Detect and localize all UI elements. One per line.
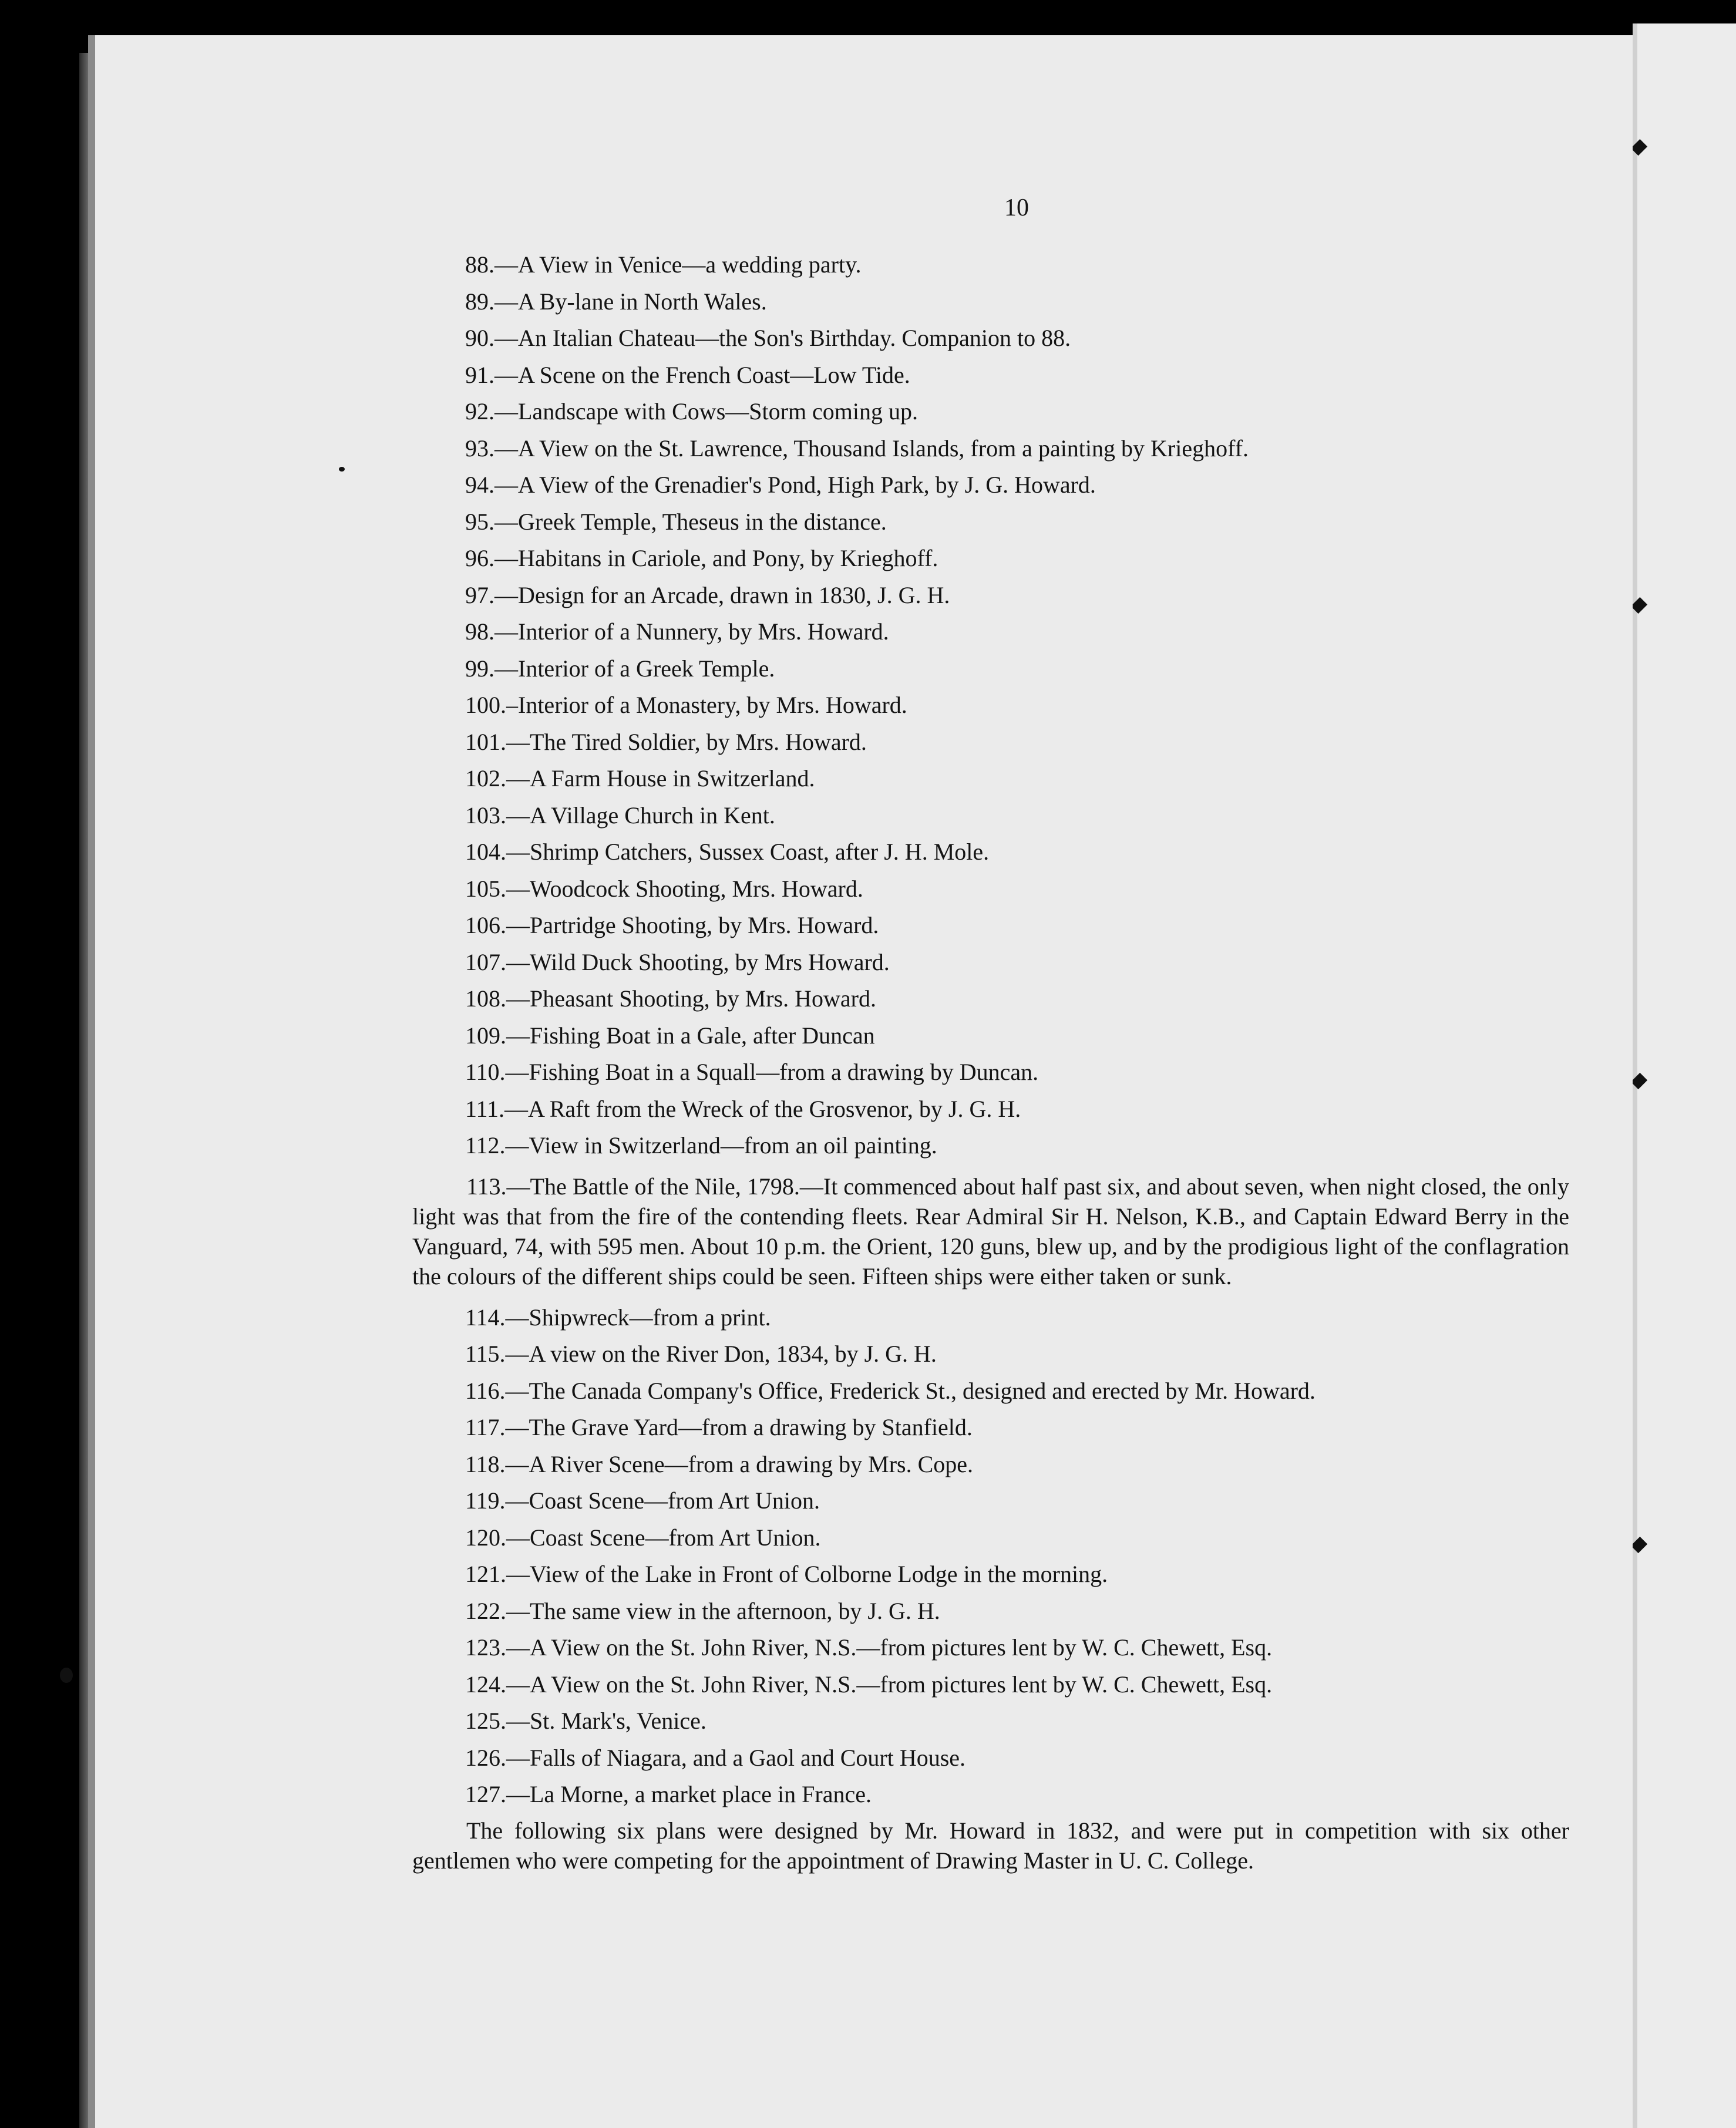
catalogue-entry: 88.—A View in Venice—a wedding party.	[465, 251, 862, 278]
page-number: 10	[1004, 194, 1029, 221]
catalogue-entry: 107.—Wild Duck Shooting, by Mrs Howard.	[465, 948, 890, 975]
catalogue-entry: 112.—View in Switzerland—from an oil painting.	[465, 1132, 937, 1159]
catalogue-entry: 103.—A Village Church in Kent.	[465, 802, 775, 829]
catalogue-entry: 99.—Interior of a Greek Temple.	[465, 655, 775, 682]
catalogue-entry: 119.—Coast Scene—from Art Union.	[465, 1487, 820, 1514]
catalogue-entry: 101.—The Tired Soldier, by Mrs. Howard.	[465, 728, 867, 755]
catalogue-entry: 114.—Shipwreck—from a print.	[465, 1304, 771, 1331]
catalogue-entry: 127.—La Morne, a market place in France.	[465, 1781, 872, 1807]
catalogue-entry: 111.—A Raft from the Wreck of the Grosvenor, by J. G. H.	[465, 1095, 1021, 1122]
catalogue-entry: 125.—St. Mark's, Venice.	[465, 1708, 706, 1734]
catalogue-entry: 104.—Shrimp Catchers, Sussex Coast, after J. H. Mole.	[465, 839, 990, 865]
catalogue-entry: 90.—An Italian Chateau—the Son's Birthday. Companion to 88.	[465, 325, 1071, 351]
catalogue-entry: 124.—A View on the St. John River, N.S.—from pictures lent by W. C. Chewett, Esq.	[465, 1671, 1273, 1698]
catalogue-entry: 121.—View of the Lake in Front of Colborne Lodge in the morning.	[465, 1561, 1108, 1587]
catalogue-entry: 97.—Design for an Arcade, drawn in 1830, J. G. H.	[465, 581, 950, 608]
catalogue-entry: 91.—A Scene on the French Coast—Low Tide.	[465, 361, 910, 388]
facing-page-strip	[1633, 23, 1736, 2128]
catalogue-entry: 123.—A View on the St. John River, N.S.—from pictures lent by W. C. Chewett, Esq.	[465, 1634, 1273, 1661]
catalogue-entry: 116.—The Canada Company's Office, Frederick St., designed and erected by Mr. Howard.	[465, 1377, 1316, 1404]
document-page	[88, 35, 1633, 2128]
catalogue-entry: 100.–Interior of a Monastery, by Mrs. Howard.	[465, 692, 907, 718]
catalogue-entry: 115.—A view on the River Don, 1834, by J. G. H.	[465, 1341, 937, 1367]
catalogue-entry: 98.—Interior of a Nunnery, by Mrs. Howard.	[465, 618, 889, 645]
binding-mark	[1631, 139, 1647, 156]
catalogue-entry: 94.—A View of the Grenadier's Pond, High Park, by J. G. Howard.	[465, 472, 1096, 498]
catalogue-entry: 110.—Fishing Boat in a Squall—from a drawing by Duncan.	[465, 1059, 1039, 1085]
catalogue-entry: 96.—Habitans in Cariole, and Pony, by Krieghoff.	[465, 545, 938, 571]
catalogue-entry: 106.—Partridge Shooting, by Mrs. Howard.	[465, 912, 879, 938]
catalogue-entry: 126.—Falls of Niagara, and a Gaol and Court House.	[465, 1744, 966, 1771]
catalogue-entry: 102.—A Farm House in Switzerland.	[465, 765, 815, 792]
catalogue-entry: 120.—Coast Scene—from Art Union.	[465, 1524, 821, 1551]
catalogue-entry: 118.—A River Scene—from a drawing by Mrs. Cope.	[465, 1450, 974, 1477]
catalogue-entry: 93.—A View on the St. Lawrence, Thousand Islands, from a painting by Krieghoff.	[465, 435, 1249, 462]
catalogue-entry: 105.—Woodcock Shooting, Mrs. Howard.	[465, 875, 863, 902]
catalogue-entry: 108.—Pheasant Shooting, by Mrs. Howard.	[465, 985, 876, 1012]
catalogue-entry: 95.—Greek Temple, Theseus in the distance.	[465, 508, 887, 535]
catalogue-entry: 117.—The Grave Yard—from a drawing by Stanfield.	[465, 1414, 973, 1440]
scan-speck	[339, 467, 345, 472]
closing-paragraph: The following six plans were designed by Mr. Howard in 1832, and were put in competition with six other gentlemen who were competing for the appointment of Drawing Master in U. C. College.	[412, 1817, 1569, 1874]
catalogue-entry: 92.—Landscape with Cows—Storm coming up.	[465, 398, 919, 425]
catalogue-entry: 122.—The same view in the afternoon, by J. G. H.	[465, 1597, 940, 1624]
catalogue-list	[95, 247, 1640, 1884]
scan-speck	[60, 1668, 73, 1683]
catalogue-entry: 89.—A By-lane in North Wales.	[465, 288, 767, 315]
catalogue-entry: 109.—Fishing Boat in a Gale, after Duncan	[465, 1022, 875, 1049]
battle-of-the-nile-entry: 113.—The Battle of the Nile, 1798.—It commenced about half past six, and about seven, when night closed, the only light was that from the fire of the contending fleets. Rear Admiral Sir H. Nelson, K.B., and Captain Edward Berry in the Vanguard, 74, with 595 men. About 10 p.m. the Orient, 120 guns, blew up, and by the prodigious light of the conflagration the colours of the different ships could be seen. Fifteen ships were either taken or sunk.	[412, 1173, 1569, 1289]
